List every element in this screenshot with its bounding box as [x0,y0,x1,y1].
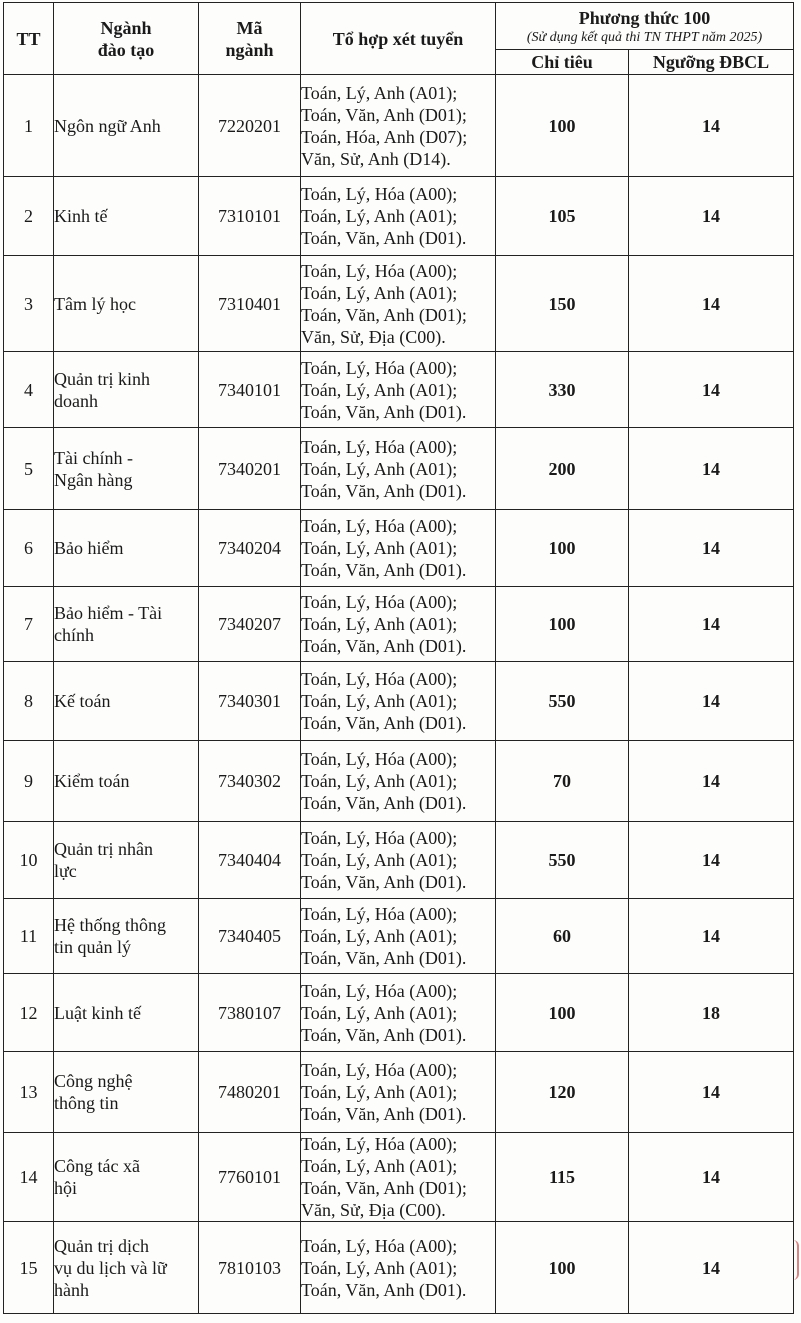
combination-line: Toán, Lý, Anh (A01); [301,379,458,400]
cell-threshold: 14 [629,1133,794,1222]
table-row [4,662,794,741]
cell-quota: 100 [496,510,629,587]
cell-major-code: 7340207 [199,587,301,662]
cell-major-name [54,741,199,822]
table-row [4,1133,794,1222]
major-name-line: Ngôn ngữ Anh [54,115,161,136]
cell-threshold: 14 [629,256,794,352]
combination-line: Toán, Lý, Hóa (A00); [301,904,458,924]
combination-line: Toán, Văn, Anh (D01); [301,304,467,325]
cell-combinations [301,662,496,741]
combination-line: Toán, Văn, Anh (D01). [301,713,467,733]
combination-line: Toán, Lý, Anh (A01); [301,1002,458,1023]
combination-line: Toán, Lý, Hóa (A00); [301,1060,458,1080]
cell-threshold: 14 [629,822,794,899]
cell-tt: 8 [4,662,54,741]
combination-line: Toán, Lý, Anh (A01); [301,82,458,103]
header-threshold: Ngưỡng ĐBCL [629,50,794,75]
major-name-line: Quản trị nhân [54,839,153,859]
combination-line: Toán, Lý, Hóa (A00); [301,592,458,612]
combination-line: Toán, Hóa, Anh (D07); [301,126,468,147]
table-row [4,899,794,974]
cell-major-code: 7340201 [199,428,301,510]
combination-line: Toán, Lý, Anh (A01); [301,771,458,791]
cell-combinations [301,1222,496,1314]
combination-line: Toán, Lý, Hóa (A00); [301,749,458,769]
major-name-line: Công nghệ [54,1071,133,1091]
major-name-line: Kế toán [54,691,111,711]
major-name-line: doanh [54,390,98,411]
cell-major-name [54,899,199,974]
major-name-line: Ngân hàng [54,469,133,490]
cell-threshold: 14 [629,1222,794,1314]
major-name-line: hội [54,1178,78,1198]
combination-line: Toán, Văn, Anh (D01). [301,228,467,248]
table-row [4,177,794,256]
combination-line: Toán, Lý, Anh (A01); [301,691,458,711]
cell-tt: 9 [4,741,54,822]
combination-line: Toán, Lý, Hóa (A00); [301,669,458,689]
header-major-line2: đào tạo [97,39,155,60]
header-tt: TT [4,3,54,75]
cell-threshold: 14 [629,741,794,822]
combination-line: Toán, Lý, Hóa (A00); [301,1134,458,1154]
cell-major-code: 7340405 [199,899,301,974]
combination-line: Toán, Lý, Anh (A01); [301,614,458,634]
cell-quota: 60 [496,899,629,974]
cell-tt: 14 [4,1133,54,1222]
major-name-line: Tài chính - [54,447,133,468]
combination-line: Toán, Văn, Anh (D01). [301,480,467,501]
table-row [4,587,794,662]
cell-major-code: 7340301 [199,662,301,741]
margin-pen-mark [791,1240,799,1280]
major-name-line: vụ du lịch và lữ [54,1257,167,1278]
admission-table [3,2,794,1314]
cell-quota: 120 [496,1052,629,1133]
combination-line: Toán, Văn, Anh (D01). [301,1104,467,1124]
combination-line: Toán, Lý, Hóa (A00); [301,1235,458,1256]
cell-major-name [54,1052,199,1133]
combination-line: Toán, Lý, Hóa (A00); [301,828,458,848]
cell-combinations [301,177,496,256]
combination-line: Toán, Lý, Anh (A01); [301,206,458,226]
cell-tt: 2 [4,177,54,256]
table-row [4,75,794,177]
cell-tt: 7 [4,587,54,662]
header-major [54,3,199,75]
combination-line: Toán, Văn, Anh (D01). [301,872,467,892]
cell-threshold: 14 [629,1052,794,1133]
combination-line: Toán, Lý, Anh (A01); [301,282,458,303]
cell-major-name [54,1133,199,1222]
cell-quota: 100 [496,1222,629,1314]
cell-tt: 10 [4,822,54,899]
combination-line: Toán, Văn, Anh (D01). [301,948,467,968]
cell-major-name [54,428,199,510]
header-combination: Tổ hợp xét tuyển [301,3,496,75]
cell-major-code: 7220201 [199,75,301,177]
combination-line: Toán, Lý, Hóa (A00); [301,980,458,1001]
major-name-line: Quản trị dịch [54,1235,149,1256]
cell-threshold: 14 [629,75,794,177]
table-row [4,1222,794,1314]
combination-line: Toán, Lý, Anh (A01); [301,1082,458,1102]
cell-major-name [54,974,199,1052]
major-name-line: Tâm lý học [54,293,136,314]
table-row [4,741,794,822]
cell-combinations [301,1052,496,1133]
combination-line: Toán, Lý, Hóa (A00); [301,260,458,281]
cell-threshold: 14 [629,428,794,510]
combination-line: Toán, Lý, Anh (A01); [301,850,458,870]
cell-combinations [301,256,496,352]
cell-threshold: 14 [629,662,794,741]
table-row [4,974,794,1052]
cell-quota: 70 [496,741,629,822]
cell-tt: 11 [4,899,54,974]
table-row [4,352,794,428]
cell-combinations [301,1133,496,1222]
combination-line: Toán, Lý, Anh (A01); [301,926,458,946]
cell-major-code: 7310101 [199,177,301,256]
cell-tt: 12 [4,974,54,1052]
combination-line: Toán, Văn, Anh (D01); [301,104,467,125]
cell-combinations [301,510,496,587]
header-method-subtitle: (Sử dụng kết quả thi TN THPT năm 2025) [526,29,763,45]
cell-tt: 5 [4,428,54,510]
cell-combinations [301,428,496,510]
major-name-line: Kiểm toán [54,771,130,791]
cell-tt: 15 [4,1222,54,1314]
combination-line: Toán, Văn, Anh (D01). [301,560,467,580]
major-name-line: lực [54,861,77,881]
cell-combinations [301,587,496,662]
table-row [4,822,794,899]
cell-threshold: 14 [629,177,794,256]
cell-threshold: 14 [629,352,794,428]
table-header [4,3,794,75]
combination-line: Toán, Lý, Hóa (A00); [301,516,458,536]
cell-major-name [54,822,199,899]
cell-quota: 150 [496,256,629,352]
cell-quota: 105 [496,177,629,256]
cell-threshold: 14 [629,510,794,587]
cell-major-name [54,352,199,428]
major-name-line: Quản trị kinh [54,368,150,389]
major-name-line: Bảo hiểm - Tài [54,603,163,623]
major-name-line: thông tin [54,1093,119,1113]
header-method-title: Phương thức 100 [578,7,711,28]
cell-combinations [301,899,496,974]
cell-combinations [301,741,496,822]
combination-line: Toán, Văn, Anh (D01). [301,401,467,422]
cell-tt: 13 [4,1052,54,1133]
cell-tt: 4 [4,352,54,428]
cell-major-name [54,256,199,352]
cell-quota: 330 [496,352,629,428]
header-method [496,3,794,50]
header-code-line2: ngành [225,39,274,60]
major-name-line: hành [54,1279,89,1300]
cell-major-name [54,177,199,256]
combination-line: Toán, Văn, Anh (D01); [301,1178,467,1198]
table-row [4,1052,794,1133]
combination-line: Toán, Lý, Hóa (A00); [301,436,458,457]
cell-major-code: 7810103 [199,1222,301,1314]
cell-threshold: 18 [629,974,794,1052]
cell-major-code: 7340404 [199,822,301,899]
major-name-line: tin quản lý [54,937,131,957]
major-name-line: Kinh tế [54,206,108,226]
cell-quota: 100 [496,974,629,1052]
cell-quota: 115 [496,1133,629,1222]
cell-major-code: 7760101 [199,1133,301,1222]
combination-line: Toán, Lý, Anh (A01); [301,1156,458,1176]
cell-major-name [54,662,199,741]
cell-major-name [54,587,199,662]
cell-major-code: 7380107 [199,974,301,1052]
major-name-line: Hệ thống thông [54,915,166,935]
cell-major-code: 7340302 [199,741,301,822]
cell-quota: 550 [496,662,629,741]
major-name-line: chính [54,625,94,645]
header-quota: Chỉ tiêu [496,50,629,75]
cell-major-name [54,510,199,587]
cell-threshold: 14 [629,899,794,974]
combination-line: Toán, Văn, Anh (D01). [301,1024,467,1045]
cell-combinations [301,352,496,428]
combination-line: Toán, Lý, Anh (A01); [301,1257,458,1278]
cell-major-name [54,75,199,177]
table-row [4,510,794,587]
header-code [199,3,301,75]
cell-quota: 550 [496,822,629,899]
cell-quota: 100 [496,587,629,662]
combination-line: Văn, Sử, Anh (D14). [301,148,451,169]
cell-tt: 1 [4,75,54,177]
cell-tt: 6 [4,510,54,587]
combination-line: Văn, Sử, Địa (C00). [301,326,446,347]
table-row [4,428,794,510]
cell-major-name [54,1222,199,1314]
combination-line: Toán, Lý, Hóa (A00); [301,184,458,204]
major-name-line: Công tác xã [54,1156,140,1176]
header-major-line1: Ngành [100,17,152,38]
cell-quota: 200 [496,428,629,510]
cell-major-code: 7340204 [199,510,301,587]
combination-line: Toán, Lý, Hóa (A00); [301,357,458,378]
cell-quota: 100 [496,75,629,177]
cell-major-code: 7480201 [199,1052,301,1133]
header-code-line1: Mã [236,17,263,38]
cell-tt: 3 [4,256,54,352]
cell-combinations [301,974,496,1052]
major-name-line: Bảo hiểm [54,538,124,558]
combination-line: Toán, Lý, Anh (A01); [301,458,458,479]
cell-combinations [301,822,496,899]
combination-line: Toán, Văn, Anh (D01). [301,1279,467,1300]
major-name-line: Luật kinh tế [54,1002,141,1023]
table-row [4,256,794,352]
table-body [4,75,794,1314]
cell-threshold: 14 [629,587,794,662]
cell-major-code: 7340101 [199,352,301,428]
combination-line: Toán, Lý, Anh (A01); [301,538,458,558]
combination-line: Toán, Văn, Anh (D01). [301,793,467,813]
cell-major-code: 7310401 [199,256,301,352]
combination-line: Toán, Văn, Anh (D01). [301,636,467,656]
combination-line: Văn, Sử, Địa (C00). [301,1200,446,1220]
cell-combinations [301,75,496,177]
